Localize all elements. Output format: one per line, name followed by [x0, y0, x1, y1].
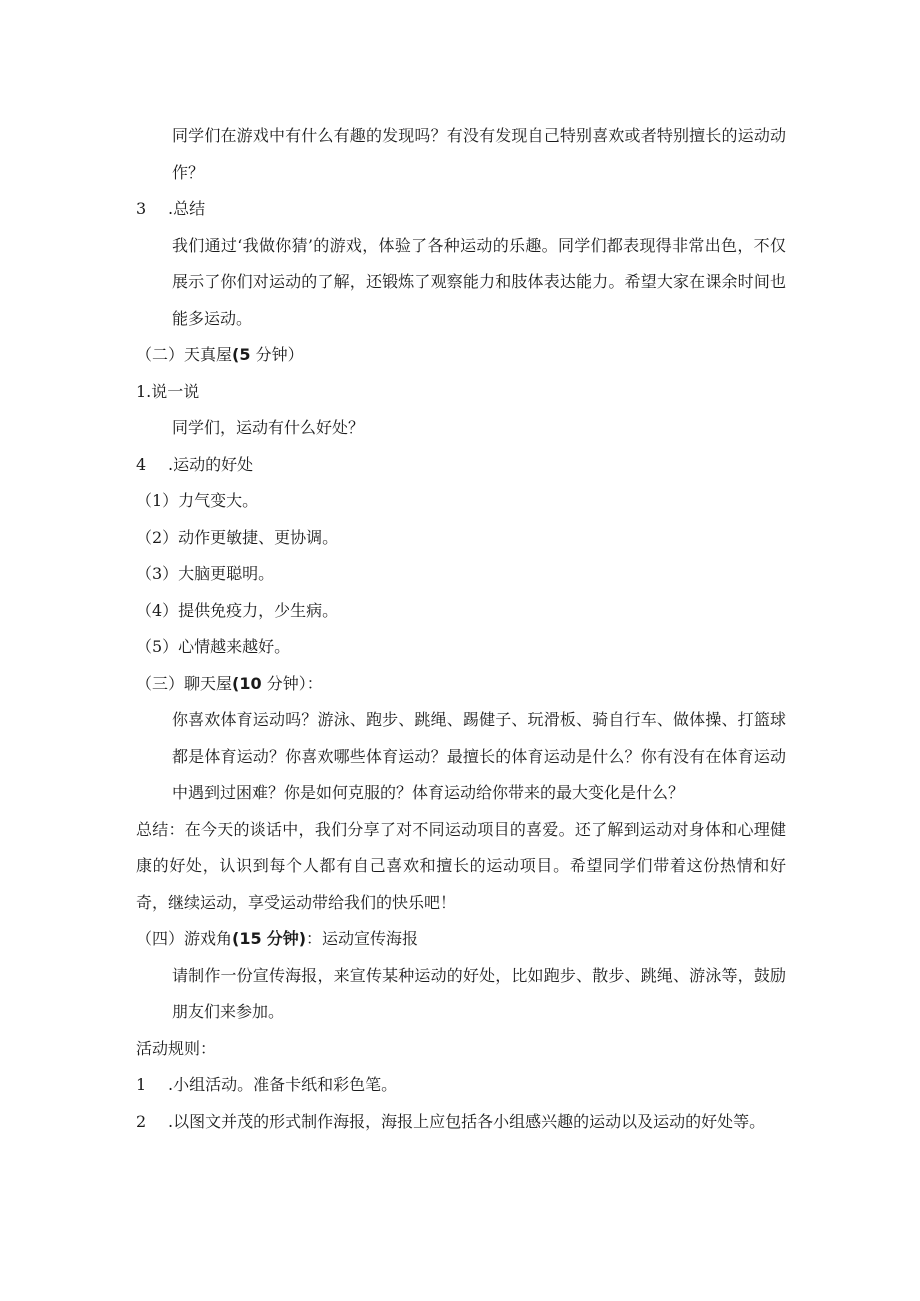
section2-unit: 分钟） [255, 345, 304, 364]
chat-summary: 总结：在今天的谈话中，我们分享了对不同运动项目的喜爱。还了解到运动对身体和心理健康的好处，认识到每个人都有自己喜欢和擅长的运动项目。希望同学们带着这份热情和好奇，继续运动，享受运动带给我们的快乐吧！ [136, 819, 786, 912]
section2-duration: (5 [232, 345, 251, 364]
summary-heading-text: .总结 [168, 199, 206, 218]
benefits-heading-text: .运动的好处 [168, 454, 254, 474]
section3-unit: 分钟）： [266, 673, 323, 693]
section2-title: （二）天真屋 [136, 345, 233, 364]
rule-item-2-text: .以图文并茂的形式制作海报，海报上应包括各小组感兴趣的运动以及运动的好处等。 [168, 1111, 766, 1131]
section2-heading [136, 337, 786, 374]
say-text: 同学们，运动有什么好处？ [172, 418, 365, 437]
poster-text: 请制作一份宣传海报，来宣传某种运动的好处，比如跑步、散步、跳绳、游泳等，鼓励朋友们来参加。 [172, 965, 786, 1021]
rule-item-2 [136, 1104, 786, 1141]
intro-question: 同学们在游戏中有什么有趣的发现吗？有没有发现自己特别喜欢或者特别擅长的运动动作？ [172, 126, 786, 182]
section3-title: （三）聊天屋 [136, 673, 233, 693]
benefits-heading-number: 4 [136, 454, 147, 474]
section4-heading [136, 921, 786, 958]
summary-heading-number: 3 [136, 199, 147, 218]
section4-unit: 分钟) [266, 929, 307, 948]
say-heading: 1.说一说 [136, 381, 200, 401]
rules-heading: 活动规则： [136, 1038, 217, 1058]
section4-title: （四）游戏角 [136, 929, 233, 948]
benefit-item-5: （5）心情越来越好。 [136, 637, 291, 656]
summary-heading [136, 191, 786, 228]
chat-text: 你喜欢体育运动吗？游泳、跑步、跳绳、踢健子、玩滑板、骑自行车、做体操、打篮球都是体育运动？你喜欢哪些体育运动？最擅长的体育运动是什么？你有没有在体育运动中遇到过困难？你是如何克服的？体育运动给你带来的最大变化是什么？ [172, 710, 786, 802]
benefit-item-2: （2）动作更敏捷、更协调。 [136, 527, 339, 547]
rule-item-1-text: .小组活动。准备卡纸和彩色笔。 [168, 1075, 398, 1094]
benefit-item-3: （3）大脑更聪明。 [136, 564, 275, 583]
section3-heading [136, 666, 786, 703]
benefit-item-4: （4）提供免疫力，少生病。 [136, 600, 339, 620]
document-body [136, 118, 786, 1140]
rule-item-1 [136, 1067, 786, 1104]
benefit-item-1: （1）力气变大。 [136, 491, 259, 510]
section4-duration: (15 [232, 929, 262, 948]
section3-duration: (10 [232, 673, 262, 693]
rule-item-2-number: 2 [136, 1111, 147, 1131]
summary-text: 我们通过‘我做你猜’的游戏，体验了各种运动的乐趣。同学们都表现得非常出色，不仅展示了你们对运动的了解，还锻炼了观察能力和肢体表达能力。希望大家在课余时间也能多运动。 [172, 235, 786, 328]
section4-subtitle: ：运动宣传海报 [306, 929, 419, 948]
benefits-heading [136, 447, 786, 484]
rule-item-1-number: 1 [136, 1075, 147, 1094]
